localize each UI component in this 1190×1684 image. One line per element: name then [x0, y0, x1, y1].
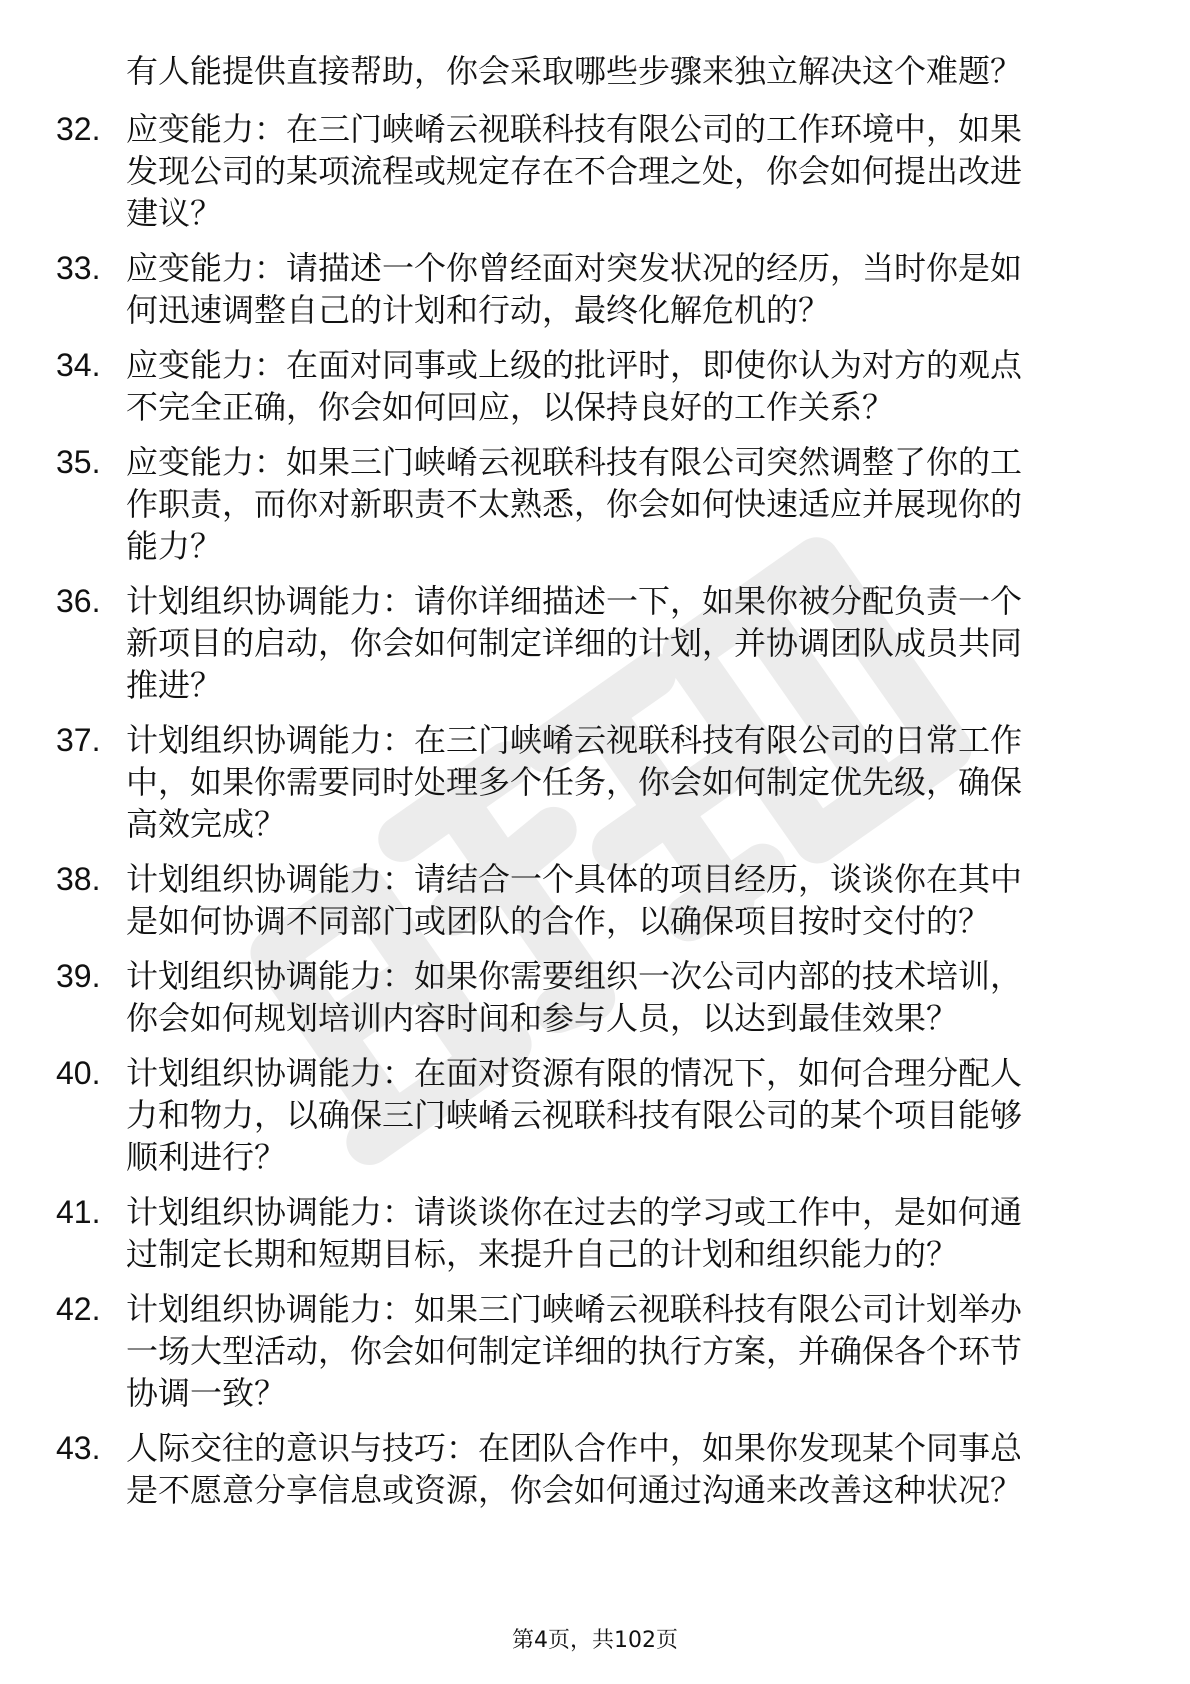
question-item — [0, 955, 1190, 1039]
question-text-line: 新项目的启动，你会如何制定详细的计划，并协调团队成员共同 — [126, 624, 1023, 662]
question-text-line: 应变能力：请描述一个你曾经面对突发状况的经历，当时你是如 — [126, 249, 1023, 287]
question-text — [126, 858, 1190, 942]
question-text — [126, 580, 1190, 706]
question-number: 39. — [56, 958, 101, 994]
question-item — [0, 247, 1190, 331]
question-text — [126, 1427, 1190, 1511]
question-text-line: 计划组织协调能力：如果三门峡崤云视联科技有限公司计划举办 — [126, 1290, 1023, 1328]
question-text — [126, 1191, 1190, 1275]
question-text-line: 计划组织协调能力：请谈谈你在过去的学习或工作中，是如何通 — [126, 1193, 1023, 1231]
question-text-line: 应变能力：在面对同事或上级的批评时，即使你认为对方的观点 — [126, 346, 1023, 384]
question-text-line: 推进？ — [126, 666, 223, 704]
question-item — [0, 1427, 1190, 1511]
question-number: 43. — [56, 1430, 101, 1466]
question-text — [126, 108, 1190, 234]
question-text-line: 你会如何规划培训内容时间和参与人员，以达到最佳效果？ — [126, 999, 959, 1037]
question-number: 36. — [56, 583, 101, 619]
question-text-line: 协调一致？ — [126, 1374, 287, 1412]
question-text-line: 计划组织协调能力：请你详细描述一下，如果你被分配负责一个 — [126, 582, 1023, 620]
question-item — [0, 1191, 1190, 1275]
question-text-line: 高效完成？ — [126, 805, 287, 843]
question-text-line: 一场大型活动，你会如何制定详细的执行方案，并确保各个环节 — [126, 1332, 1023, 1370]
question-text-line: 何迅速调整自己的计划和行动，最终化解危机的？ — [126, 291, 831, 329]
question-text-line: 中，如果你需要同时处理多个任务，你会如何制定优先级，确保 — [126, 763, 1023, 801]
continued-question-line: 有人能提供直接帮助，你会采取哪些步骤来独立解决这个难题？ — [126, 52, 1023, 90]
question-number: 33. — [56, 250, 101, 286]
question-item — [0, 580, 1190, 706]
question-number: 38. — [56, 861, 101, 897]
question-number: 40. — [56, 1055, 101, 1091]
question-text-line: 计划组织协调能力：在面对资源有限的情况下，如何合理分配人 — [126, 1054, 1023, 1092]
question-number: 41. — [56, 1194, 101, 1230]
question-item — [0, 858, 1190, 942]
question-text-line: 顺利进行？ — [126, 1138, 287, 1176]
question-text-line: 人际交往的意识与技巧：在团队合作中，如果你发现某个同事总 — [126, 1429, 1023, 1467]
question-text-line: 计划组织协调能力：在三门峡崤云视联科技有限公司的日常工作 — [126, 721, 1023, 759]
question-text-line: 是不愿意分享信息或资源，你会如何通过沟通来改善这种状况？ — [126, 1471, 1023, 1509]
question-list — [0, 108, 1190, 1524]
question-number: 42. — [56, 1291, 101, 1327]
question-text-line: 过制定长期和短期目标，来提升自己的计划和组织能力的？ — [126, 1235, 959, 1273]
question-text — [126, 955, 1190, 1039]
question-item — [0, 1288, 1190, 1414]
question-item — [0, 441, 1190, 567]
question-text — [126, 1288, 1190, 1414]
question-item — [0, 719, 1190, 845]
question-text-line: 能力？ — [126, 527, 223, 565]
question-text — [126, 247, 1190, 331]
question-text-line: 是如何协调不同部门或团队的合作，以确保项目按时交付的？ — [126, 902, 991, 940]
question-text-line: 作职责，而你对新职责不太熟悉，你会如何快速适应并展现你的 — [126, 485, 1023, 523]
question-number: 35. — [56, 444, 101, 480]
question-item — [0, 1052, 1190, 1178]
question-item — [0, 108, 1190, 234]
question-number: 32. — [56, 111, 101, 147]
question-text — [126, 441, 1190, 567]
question-number: 34. — [56, 347, 101, 383]
question-item — [0, 344, 1190, 428]
question-text — [126, 719, 1190, 845]
page-footer: 第4页，共102页 — [512, 1628, 678, 1653]
question-text-line: 应变能力：在三门峡崤云视联科技有限公司的工作环境中，如果 — [126, 110, 1023, 148]
question-text-line: 计划组织协调能力：请结合一个具体的项目经历，谈谈你在其中 — [126, 860, 1023, 898]
question-text-line: 应变能力：如果三门峡崤云视联科技有限公司突然调整了你的工 — [126, 443, 1023, 481]
question-text-line: 计划组织协调能力：如果你需要组织一次公司内部的技术培训， — [126, 957, 1023, 995]
question-text — [126, 344, 1190, 428]
question-text-line: 发现公司的某项流程或规定存在不合理之处，你会如何提出改进 — [126, 152, 1023, 190]
question-text-line: 建议？ — [126, 194, 223, 232]
question-text-line: 力和物力，以确保三门峡崤云视联科技有限公司的某个项目能够 — [126, 1096, 1023, 1134]
question-number: 37. — [56, 722, 101, 758]
question-text-line: 不完全正确，你会如何回应，以保持良好的工作关系？ — [126, 388, 895, 426]
question-text — [126, 1052, 1190, 1178]
